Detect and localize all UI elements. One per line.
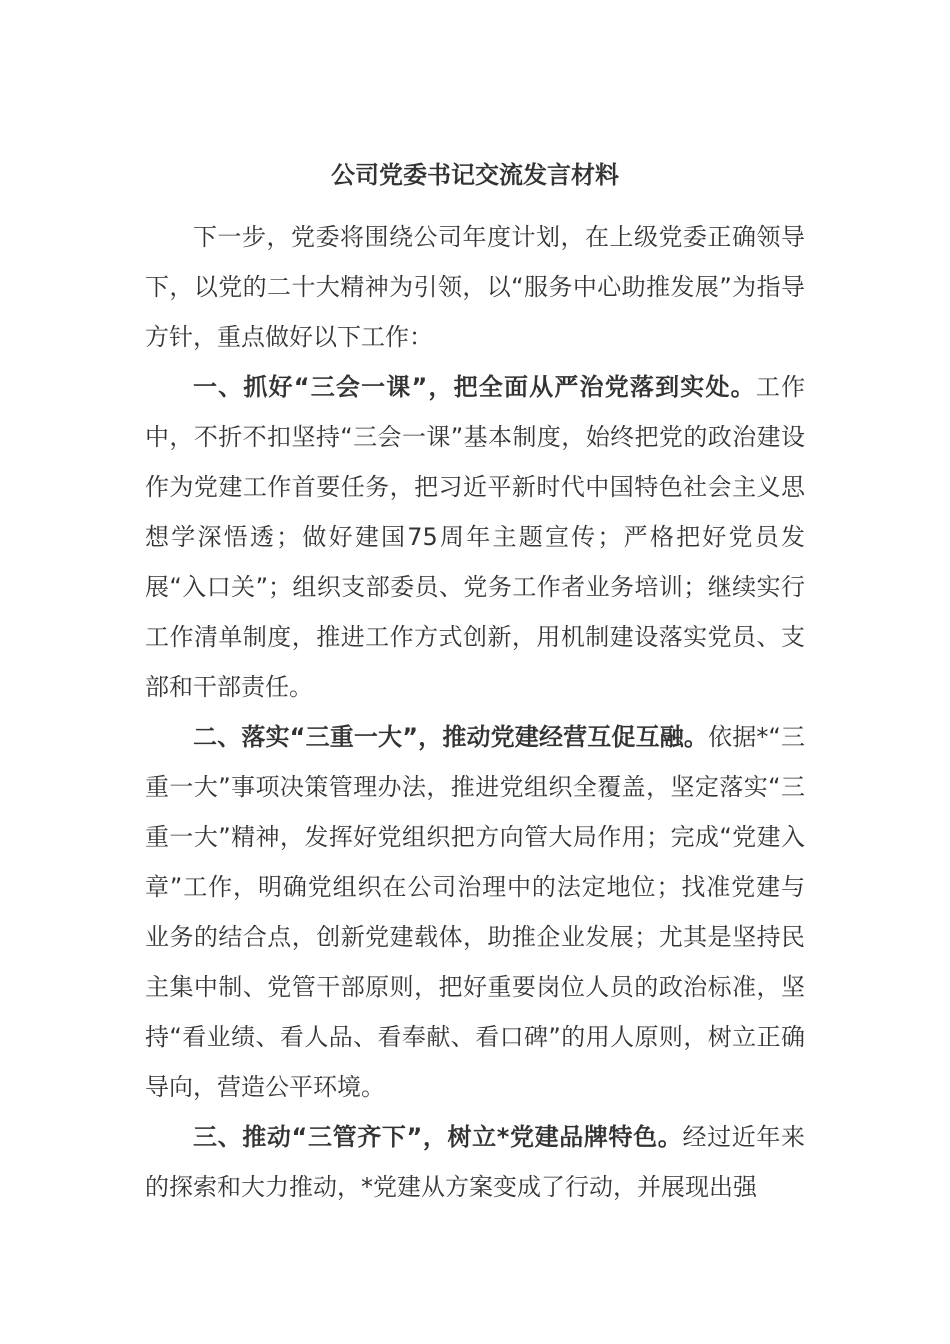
intro-paragraph (145, 212, 805, 362)
intro-text: 下一步，党委将围绕公司年度计划，在上级党委正确领导下，以党的二十大精神为引领，以“服务中心助推发展”为指导方针，重点做好以下工作： (145, 223, 805, 351)
section-1-heading: 一、抓好“三会一课”，把全面从严治党落到实处。 (193, 373, 756, 401)
section-2-heading: 二、落实“三重一大”，推动党建经营互促互融。 (193, 723, 709, 751)
section-3-paragraph (145, 1112, 805, 1212)
section-2-paragraph (145, 712, 805, 1112)
section-3-text: 经过近年来的探索和大力推动，*党建从方案变成了行动，并展现出强 (145, 1123, 805, 1201)
section-2-text: 依据*“三重一大”事项决策管理办法，推进党组织全覆盖，坚定落实“三重一大”精神，发挥好党组织把方向管大局作用；完成“党建入章”工作，明确党组织在公司治理中的法定地位；找准党建与业务的结合点，创新党建载体，助推企业发展；尤其是坚持民主集中制、党管干部原则，把好重要岗位人员的政治标准，坚持“看业绩、看人品、看奉献、看口碑”的用人原则，树立正确导向，营造公平环境。 (145, 723, 806, 1101)
section-1-text: 工作中，不折不扣坚持“三会一课”基本制度，始终把党的政治建设作为党建工作首要任务，把习近平新时代中国特色社会主义思想学深悟透；做好建国75周年主题宣传；严格把好党员发展“入口关”；组织支部委员、党务工作者业务培训；继续实行工作清单制度，推进工作方式创新，用机制建设落实党员、支部和干部责任。 (145, 373, 806, 701)
document-title: 公司党委书记交流发言材料 (331, 161, 619, 189)
section-1-paragraph (145, 362, 805, 712)
document-body (145, 212, 805, 1212)
section-3-heading: 三、推动“三管齐下”，树立*党建品牌特色。 (193, 1123, 683, 1151)
